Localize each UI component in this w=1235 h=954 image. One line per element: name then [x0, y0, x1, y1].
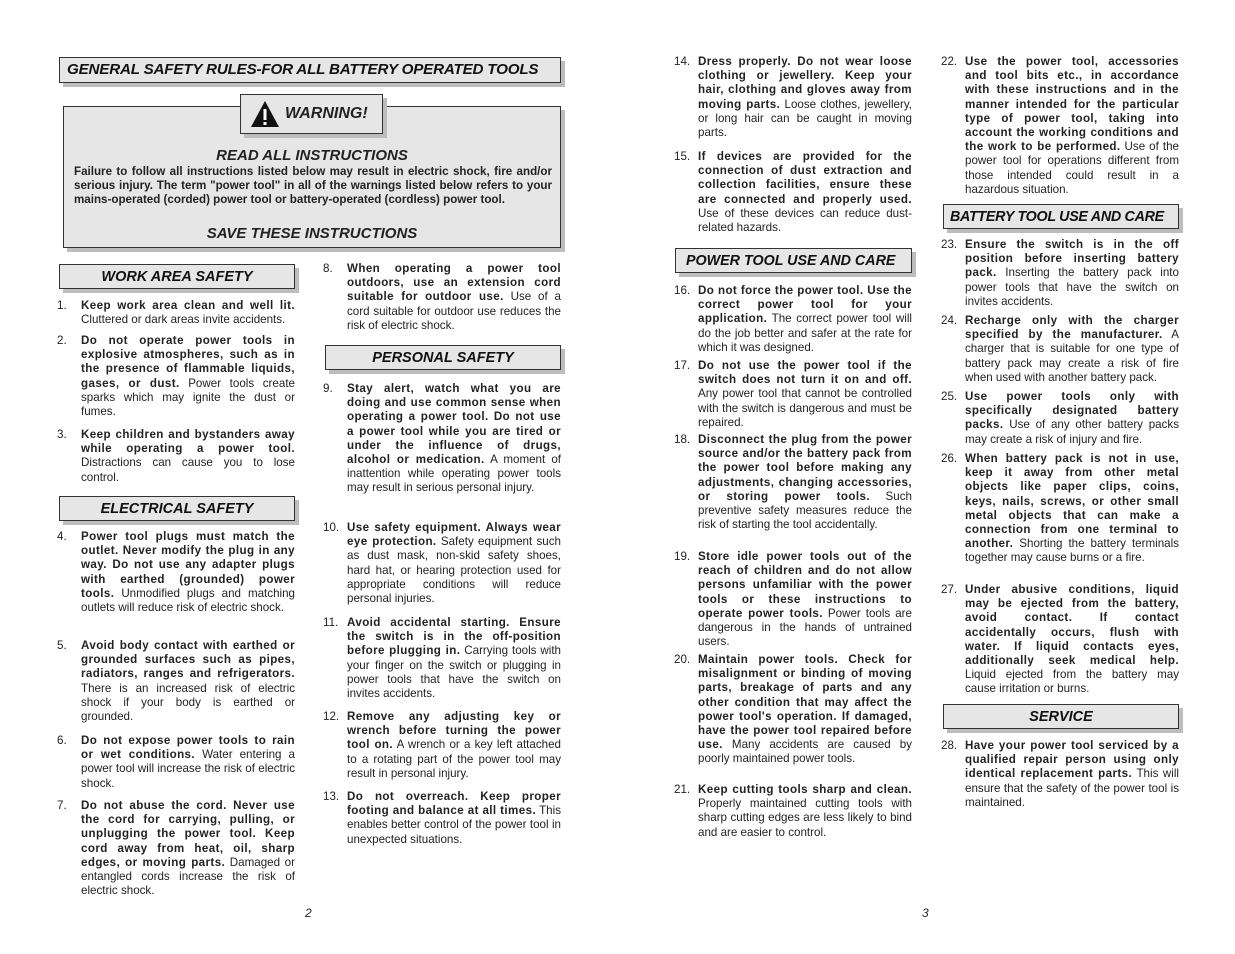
warning-label: WARNING! — [285, 105, 368, 122]
list-item: 10. Use safety equipment. Always wear eye protection. Safety equipment such as dust mask, non-skid safety shoes, hard hat, or hearing protection used for appropriate conditions will reduce personal injuries. — [323, 521, 561, 606]
section-title: WORK AREA SAFETY — [101, 269, 253, 285]
list-item: 26. When battery pack is not in use, keep it away from other metal objects like paper clips, coins, keys, nails, screws, or other small metal objects that can make a connection from one terminal to another. Shorting the battery terminals together may cause burns or a fire. — [941, 452, 1179, 565]
section-service — [943, 704, 1179, 729]
list-item: 24. Recharge only with the charger specified by the manufacturer. A charger that is suitable for one type of battery pack may create a risk of fire when used with another battery pack. — [941, 314, 1179, 384]
list-item: 1. Keep work area clean and well lit. Cluttered or dark areas invite accidents. — [57, 299, 295, 327]
section-title: BATTERY TOOL USE AND CARE — [950, 209, 1164, 225]
section-title: PERSONAL SAFETY — [372, 350, 514, 366]
list-item: 9. Stay alert, watch what you are doing and use common sense when operating a power tool. Do not use a power tool while you are tired or under the influence of drugs, alcohol or medication. A moment of inattention while operating power tools may result in serious personal injury. — [323, 382, 561, 495]
list-item: 13. Do not overreach. Keep proper footing and balance at all times. This enables better control of the power tool in unexpected situations. — [323, 790, 561, 846]
warning-triangle-icon — [250, 100, 280, 128]
section-personal — [325, 345, 561, 370]
main-title: GENERAL SAFETY RULES-FOR ALL BATTERY OPERATED TOOLS — [67, 61, 539, 78]
list-item: 16. Do not force the power tool. Use the correct power tool for your application. The correct power tool will do the job better and safer at the rate for which it was designed. — [674, 284, 912, 354]
save-instructions-heading: SAVE THESE INSTRUCTIONS — [206, 225, 418, 242]
list-item: 7. Do not abuse the cord. Never use the cord for carrying, pulling, or unplugging the power tool. Keep cord away from heat, oil, sharp edges, or moving parts. Damaged or entangled cords increase the risk of electric shock. — [57, 799, 295, 898]
list-item: 5. Avoid body contact with earthed or grounded surfaces such as pipes, radiators, ranges and refrigerators. There is an increased risk of electric shock if your body is earthed or grounded. — [57, 639, 295, 724]
section-title: SERVICE — [1029, 709, 1093, 725]
list-item: 19. Store idle power tools out of the reach of children and do not allow persons unfamiliar with the power tools or these instructions to operate power tools. Power tools are dangerous in the hands of untrained users. — [674, 550, 912, 649]
section-power-tool — [675, 248, 912, 273]
list-item: 3. Keep children and bystanders away while operating a power tool. Distractions can cause you to lose control. — [57, 428, 295, 484]
list-item: 21. Keep cutting tools sharp and clean. Properly maintained cutting tools with sharp cutting edges are less likely to bind and are easier to control. — [674, 783, 912, 839]
main-title-box — [59, 57, 561, 83]
list-item: 17. Do not use the power tool if the switch does not turn it on and off. Any power tool that cannot be controlled with the switch is dangerous and must be repaired. — [674, 359, 912, 429]
section-title: ELECTRICAL SAFETY — [100, 501, 254, 517]
section-electrical — [59, 496, 295, 521]
list-item: 27. Under abusive conditions, liquid may be ejected from the battery, avoid contact. If contact accidentally occurs, flush with water. If liquid contacts eyes, additionally seek medical help. Liquid ejected from the battery may cause irritation or burns. — [941, 583, 1179, 696]
list-item: 22. Use the power tool, accessories and tool bits etc., in accordance with these instructions and in the manner intended for the particular type of power tool, taking into account the working conditions and the work to be performed. Use of the power tool for operations different from those intended could result in a hazardous situation. — [941, 55, 1179, 196]
read-all-heading: READ ALL INSTRUCTIONS — [216, 147, 408, 164]
list-item: 8. When operating a power tool outdoors, use an extension cord suitable for outdoor use. Use of a cord suitable for outdoor use reduces the risk of electric shock. — [323, 262, 561, 332]
page-number-right: 3 — [922, 906, 929, 920]
list-item: 12. Remove any adjusting key or wrench before turning the power tool on. A wrench or a key left attached to a rotating part of the power tool may result in personal injury. — [323, 710, 561, 780]
list-item: 28. Have your power tool serviced by a qualified repair person using only identical replacement parts. This will ensure that the safety of the power tool is maintained. — [941, 739, 1179, 809]
warning-text: Failure to follow all instructions listed below may result in electric shock, fire and/or serious injury. The term "power tool" in all of the warnings listed below refers to your mains-operated (corded) power tool or battery-operated (cordless) power tool. — [74, 165, 552, 207]
section-work-area — [59, 264, 295, 289]
list-item: 11. Avoid accidental starting. Ensure the switch is in the off-position before plugging in. Carrying tools with your finger on the switch or plugging in power tools that have the switch on invites accidents. — [323, 616, 561, 701]
list-item: 18. Disconnect the plug from the power source and/or the battery pack from the power tool before making any adjustments, changing accessories, or storing power tools. Such preventive safety measures reduce the risk of starting the tool accidentally. — [674, 433, 912, 532]
list-item: 6. Do not expose power tools to rain or wet conditions. Water entering a power tool will increase the risk of electric shock. — [57, 734, 295, 790]
section-title: POWER TOOL USE AND CARE — [686, 253, 896, 269]
list-item: 25. Use power tools only with specifically designated battery packs. Use of any other battery packs may create a risk of injury and fire. — [941, 390, 1179, 446]
list-item: 2. Do not operate power tools in explosive atmospheres, such as in the presence of flammable liquids, gases, or dust. Power tools create sparks which may ignite the dust or fumes. — [57, 334, 295, 419]
page-number-left: 2 — [305, 906, 312, 920]
list-item: 4. Power tool plugs must match the outlet. Never modify the plug in any way. Do not use any adapter plugs with earthed (grounded) power tools. Unmodified plugs and matching outlets will reduce risk of electric shock. — [57, 530, 295, 615]
list-item: 15. If devices are provided for the connection of dust extraction and collection facilities, ensure these are connected and properly used. Use of these devices can reduce dust-related hazards. — [674, 150, 912, 235]
list-item: 20. Maintain power tools. Check for misalignment or binding of moving parts, breakage of parts and any other condition that may affect the power tool's operation. If damaged, have the power tool repaired before use. Many accidents are caused by poorly maintained power tools. — [674, 653, 912, 766]
section-battery — [943, 204, 1179, 229]
list-item: 23. Ensure the switch is in the off position before inserting battery pack. Inserting the battery pack into power tools that have the switch on invites accidents. — [941, 238, 1179, 308]
warning-label-box — [240, 94, 383, 134]
list-item: 14. Dress properly. Do not wear loose clothing or jewellery. Keep your hair, clothing and gloves away from moving parts. Loose clothes, jewellery, or long hair can be caught in moving parts. — [674, 55, 912, 140]
